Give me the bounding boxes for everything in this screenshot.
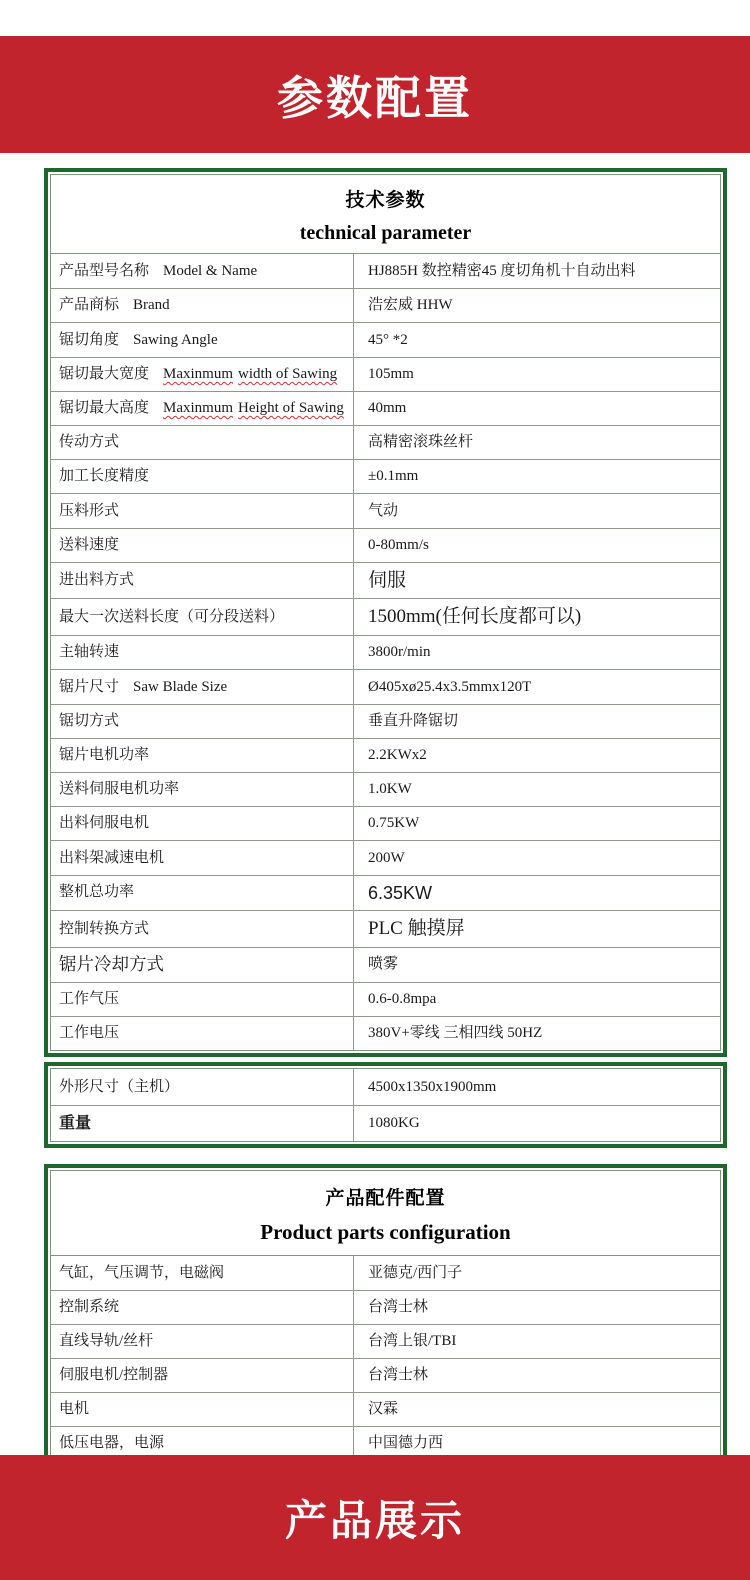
row-label bbox=[51, 911, 354, 947]
row-label bbox=[51, 1393, 354, 1426]
table-row bbox=[51, 669, 720, 703]
row-label-cn: 直线导轨/丝杆 bbox=[59, 1333, 154, 1350]
row-label-cn: 控制系统 bbox=[59, 1299, 120, 1316]
row-label bbox=[51, 323, 354, 356]
row-label bbox=[51, 1256, 354, 1290]
row-value: 0.75KW bbox=[368, 815, 420, 832]
row-label bbox=[51, 1325, 354, 1358]
table-row bbox=[51, 1105, 720, 1141]
row-label bbox=[51, 636, 354, 669]
table-row bbox=[51, 1016, 720, 1050]
row-value: 台湾上银/TBI bbox=[368, 1333, 457, 1350]
row-label-cn: 锯切最大高度 bbox=[59, 399, 150, 416]
technical-parameter-rows bbox=[51, 254, 720, 1050]
row-label bbox=[51, 670, 354, 703]
row-label-cn: 加工长度精度 bbox=[59, 468, 150, 485]
row-label-en: Height of Sawing bbox=[238, 399, 344, 416]
row-label-cn: 锯片电机功率 bbox=[59, 746, 150, 763]
table-row bbox=[51, 947, 720, 982]
section-banner-product-display-title: 产品展示 bbox=[284, 1496, 465, 1544]
row-value: 105mm bbox=[368, 365, 414, 382]
row-value: 4500x1350x1900mm bbox=[368, 1078, 497, 1095]
row-label-cn: 锯片尺寸 bbox=[59, 678, 120, 695]
row-value: 伺服 bbox=[368, 569, 407, 591]
table-row bbox=[51, 840, 720, 874]
row-label-cn: 主轴转速 bbox=[59, 644, 120, 661]
row-value: Ø405xø25.4x3.5mmx120T bbox=[368, 678, 532, 695]
row-label bbox=[51, 1291, 354, 1324]
parts-configuration-table-inner bbox=[50, 1170, 721, 1461]
table-row bbox=[51, 1358, 720, 1392]
row-label bbox=[51, 983, 354, 1016]
row-value: 汉霖 bbox=[368, 1401, 399, 1418]
row-value: HJ885H 数控精密45 度切角机十自动出料 bbox=[368, 262, 636, 279]
parts-configuration-table bbox=[44, 1164, 727, 1467]
row-label bbox=[51, 773, 354, 806]
section-banner-product-display bbox=[0, 1455, 750, 1580]
row-label-cn: 产品商标 bbox=[59, 297, 120, 314]
row-label-cn: 伺服电机/控制器 bbox=[59, 1367, 169, 1384]
row-label bbox=[51, 841, 354, 874]
row-label-cn: 压料形式 bbox=[59, 502, 120, 519]
row-value: 1500mm(任何长度都可以) bbox=[368, 606, 582, 628]
table-row bbox=[51, 772, 720, 806]
row-label bbox=[51, 563, 354, 599]
row-label-cn: 控制转换方式 bbox=[59, 920, 150, 937]
row-label-en-misspelled: Maxinmum bbox=[163, 365, 234, 382]
row-label-cn: 重量 bbox=[59, 1114, 92, 1132]
technical-parameter-table bbox=[44, 168, 727, 1057]
row-label-cn: 出料架减速电机 bbox=[59, 849, 165, 866]
row-value: 1080KG bbox=[368, 1115, 420, 1132]
row-value: 6.35KW bbox=[368, 882, 433, 903]
table-row bbox=[51, 598, 720, 635]
row-label bbox=[51, 807, 354, 840]
table-title-en: technical parameter bbox=[299, 222, 472, 244]
row-label bbox=[51, 1017, 354, 1050]
row-label bbox=[51, 876, 354, 911]
row-label-en: Sawing Angle bbox=[133, 331, 218, 348]
row-value: 2.2KWx2 bbox=[368, 746, 427, 763]
row-label bbox=[51, 1069, 354, 1105]
table-row bbox=[51, 806, 720, 840]
table-title-cn: 技术参数 bbox=[345, 190, 426, 211]
row-label-cn: 锯切方式 bbox=[59, 712, 120, 729]
size-weight-table bbox=[44, 1062, 727, 1148]
row-label bbox=[51, 289, 354, 322]
table-row bbox=[51, 875, 720, 911]
table-row bbox=[51, 1069, 720, 1105]
row-value: ±0.1mm bbox=[368, 468, 419, 485]
table-row bbox=[51, 459, 720, 493]
table-row bbox=[51, 528, 720, 562]
table-row bbox=[51, 562, 720, 599]
row-value: 0-80mm/s bbox=[368, 536, 429, 553]
row-value: 3800r/min bbox=[368, 644, 431, 661]
row-value: PLC 触摸屏 bbox=[368, 918, 465, 939]
row-value: 亚德克/西门子 bbox=[368, 1264, 463, 1281]
row-label-cn: 电机 bbox=[59, 1401, 90, 1418]
row-value: 380V+零线 三相四线 50HZ bbox=[368, 1025, 543, 1042]
table-row bbox=[51, 493, 720, 527]
row-label bbox=[51, 460, 354, 493]
table-row bbox=[51, 391, 720, 425]
row-label-en: Saw Blade Size bbox=[133, 678, 228, 695]
row-label-cn: 最大一次送料长度（可分段送料） bbox=[59, 608, 285, 625]
table-row bbox=[51, 1324, 720, 1358]
row-value: 200W bbox=[368, 849, 405, 866]
parts-configuration-table-header bbox=[51, 1171, 720, 1256]
row-label bbox=[51, 254, 354, 288]
table-row bbox=[51, 1392, 720, 1426]
row-value: 气动 bbox=[368, 502, 399, 519]
table-title-cn: 产品配件配置 bbox=[325, 1188, 446, 1209]
row-value: 台湾士林 bbox=[368, 1367, 429, 1384]
table-row bbox=[51, 1256, 720, 1290]
row-label bbox=[51, 705, 354, 738]
row-value: 中国德力西 bbox=[368, 1435, 444, 1452]
table-row bbox=[51, 322, 720, 356]
row-label-cn: 锯片冷却方式 bbox=[59, 953, 164, 974]
table-row bbox=[51, 425, 720, 459]
parts-configuration-rows bbox=[51, 1256, 720, 1460]
row-label-cn: 产品型号名称 bbox=[59, 262, 150, 279]
row-label bbox=[51, 739, 354, 772]
row-label bbox=[51, 494, 354, 527]
row-value: 台湾士林 bbox=[368, 1299, 429, 1316]
table-row bbox=[51, 254, 720, 288]
row-label-cn: 工作气压 bbox=[59, 990, 120, 1007]
row-label-cn: 气缸，气压调节，电磁阀 bbox=[59, 1264, 225, 1281]
table-row bbox=[51, 910, 720, 947]
row-label-en: Brand bbox=[133, 297, 170, 314]
table-row bbox=[51, 288, 720, 322]
row-label bbox=[51, 426, 354, 459]
row-label-cn: 传动方式 bbox=[59, 434, 120, 451]
row-label bbox=[51, 358, 354, 391]
row-label-cn: 低压电器，电源 bbox=[59, 1435, 165, 1452]
row-label bbox=[51, 599, 354, 635]
row-label-cn: 外形尺寸（主机） bbox=[59, 1078, 180, 1095]
row-label bbox=[51, 948, 354, 982]
row-label-en: Model & Name bbox=[163, 262, 258, 279]
table-row bbox=[51, 704, 720, 738]
table-row bbox=[51, 1290, 720, 1324]
row-value: 0.6-0.8mpa bbox=[368, 990, 437, 1007]
table-row bbox=[51, 635, 720, 669]
row-label-cn: 送料伺服电机功率 bbox=[59, 781, 180, 798]
row-value: 浩宏威 HHW bbox=[368, 297, 453, 314]
size-weight-rows bbox=[51, 1069, 720, 1141]
row-label-cn: 送料速度 bbox=[59, 536, 120, 553]
technical-parameter-table-inner bbox=[50, 174, 721, 1051]
row-label bbox=[51, 1106, 354, 1141]
row-label bbox=[51, 529, 354, 562]
section-banner-parameters-title: 参数配置 bbox=[277, 71, 473, 124]
section-banner-parameters bbox=[0, 36, 750, 153]
row-label-cn: 出料伺服电机 bbox=[59, 815, 150, 832]
row-value: 高精密滚珠丝杆 bbox=[368, 434, 474, 451]
table-row bbox=[51, 738, 720, 772]
row-label-en: width of Sawing bbox=[238, 365, 338, 382]
row-value: 喷雾 bbox=[368, 956, 399, 973]
row-label-cn: 锯切角度 bbox=[59, 331, 120, 348]
row-label-cn: 进出料方式 bbox=[59, 572, 135, 589]
row-value: 45° *2 bbox=[368, 331, 408, 348]
row-label bbox=[51, 1359, 354, 1392]
row-label-cn: 锯切最大宽度 bbox=[59, 365, 150, 382]
row-label-cn: 整机总功率 bbox=[59, 884, 135, 901]
row-value: 垂直升降锯切 bbox=[368, 712, 459, 729]
row-label-en-misspelled: Maxinmum bbox=[163, 399, 234, 416]
size-weight-table-inner bbox=[50, 1068, 721, 1142]
row-value: 40mm bbox=[368, 399, 407, 416]
table-row bbox=[51, 982, 720, 1016]
row-value: 1.0KW bbox=[368, 781, 412, 798]
row-label-cn: 工作电压 bbox=[59, 1025, 120, 1042]
table-title-en: Product parts configuration bbox=[260, 1220, 511, 1244]
table-row bbox=[51, 357, 720, 391]
row-label bbox=[51, 392, 354, 425]
technical-parameter-table-header bbox=[51, 175, 720, 254]
